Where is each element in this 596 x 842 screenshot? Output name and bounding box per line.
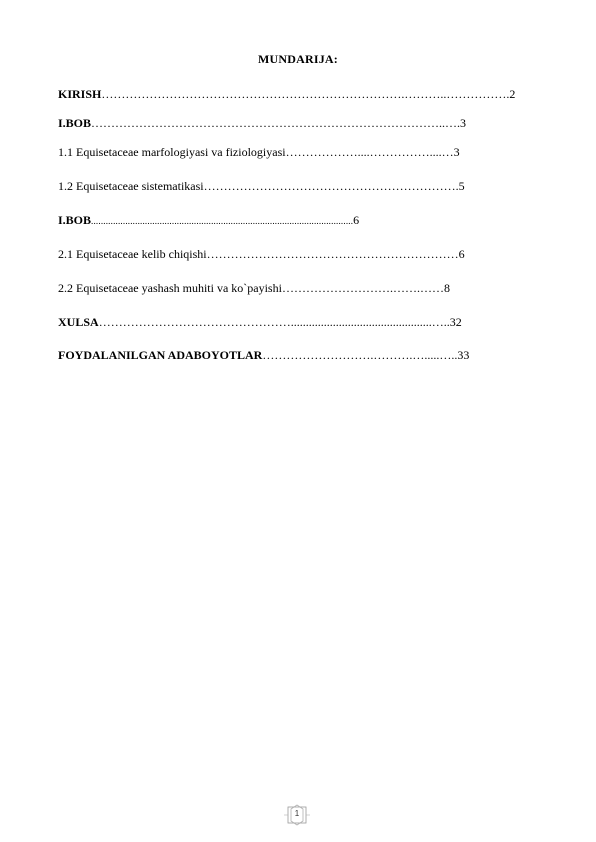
toc-entry-page: 6 bbox=[353, 213, 360, 227]
toc-entry-page: 6 bbox=[458, 247, 465, 261]
toc-entry-kirish bbox=[58, 87, 515, 101]
toc-entry-label: XULSA bbox=[58, 315, 99, 329]
toc-entry-label: KIRISH bbox=[58, 87, 102, 101]
page-number: 1 bbox=[294, 809, 300, 818]
toc-entry-label: I.BOB bbox=[58, 213, 92, 227]
toc-entry-page: 8 bbox=[443, 281, 450, 295]
toc-entry-label: 1.1 Equisetaceae marfologiyasi va fiziologiyasi bbox=[58, 145, 286, 159]
page-number-badge bbox=[283, 804, 311, 826]
toc-entry-leader: …………………………………………...............................................….. bbox=[98, 315, 450, 329]
toc-entry-leader: ……………………….…….…… bbox=[281, 281, 444, 295]
toc-entry-page: .3 bbox=[457, 116, 467, 130]
toc-title: MUNDARIJA: bbox=[258, 52, 338, 66]
toc-entry-leader: ……………………………………………………………………………..… bbox=[91, 116, 458, 130]
toc-entry-label: I.BOB bbox=[58, 116, 92, 130]
toc-entry-page: 33 bbox=[457, 348, 470, 362]
toc-entry-leader: ……………………….……….….....….. bbox=[262, 348, 458, 362]
toc-entry-references bbox=[58, 348, 469, 362]
toc-entry-label: FOYDALANILGAN ADABOYOTLAR bbox=[58, 348, 263, 362]
toc-entry-bob-2 bbox=[58, 213, 359, 228]
toc-entry-leader: ………………………………………………………………….………..……………. bbox=[101, 87, 510, 101]
toc-entry-page: 2 bbox=[509, 87, 516, 101]
toc-entry-bob-1 bbox=[58, 116, 466, 130]
toc-entry-page: 32 bbox=[449, 315, 462, 329]
toc-entry-page: 3 bbox=[453, 145, 460, 159]
toc-entry-2-1 bbox=[58, 247, 465, 261]
toc-entry-1-1 bbox=[58, 145, 460, 159]
toc-entry-label: 2.1 Equisetaceae kelib chiqishi bbox=[58, 247, 207, 261]
toc-entry-leader: ………………………………………………………. bbox=[203, 179, 459, 193]
toc-entry-2-2 bbox=[58, 281, 450, 295]
toc-entry-label: 1.2 Equisetaceae sistematikasi bbox=[58, 179, 204, 193]
toc-entry-page: 5 bbox=[458, 179, 465, 193]
toc-entry-label: 2.2 Equisetaceae yashash muhiti va ko`payishi bbox=[58, 281, 282, 295]
toc-entry-leader: ……………………………………………………… bbox=[206, 247, 459, 261]
toc-entry-1-2 bbox=[58, 179, 465, 193]
toc-entry-xulsa bbox=[58, 315, 462, 329]
toc-entry-leader: ………………....……………....… bbox=[285, 145, 454, 159]
toc-entry-leader: ........................................................................................................... bbox=[91, 216, 354, 226]
